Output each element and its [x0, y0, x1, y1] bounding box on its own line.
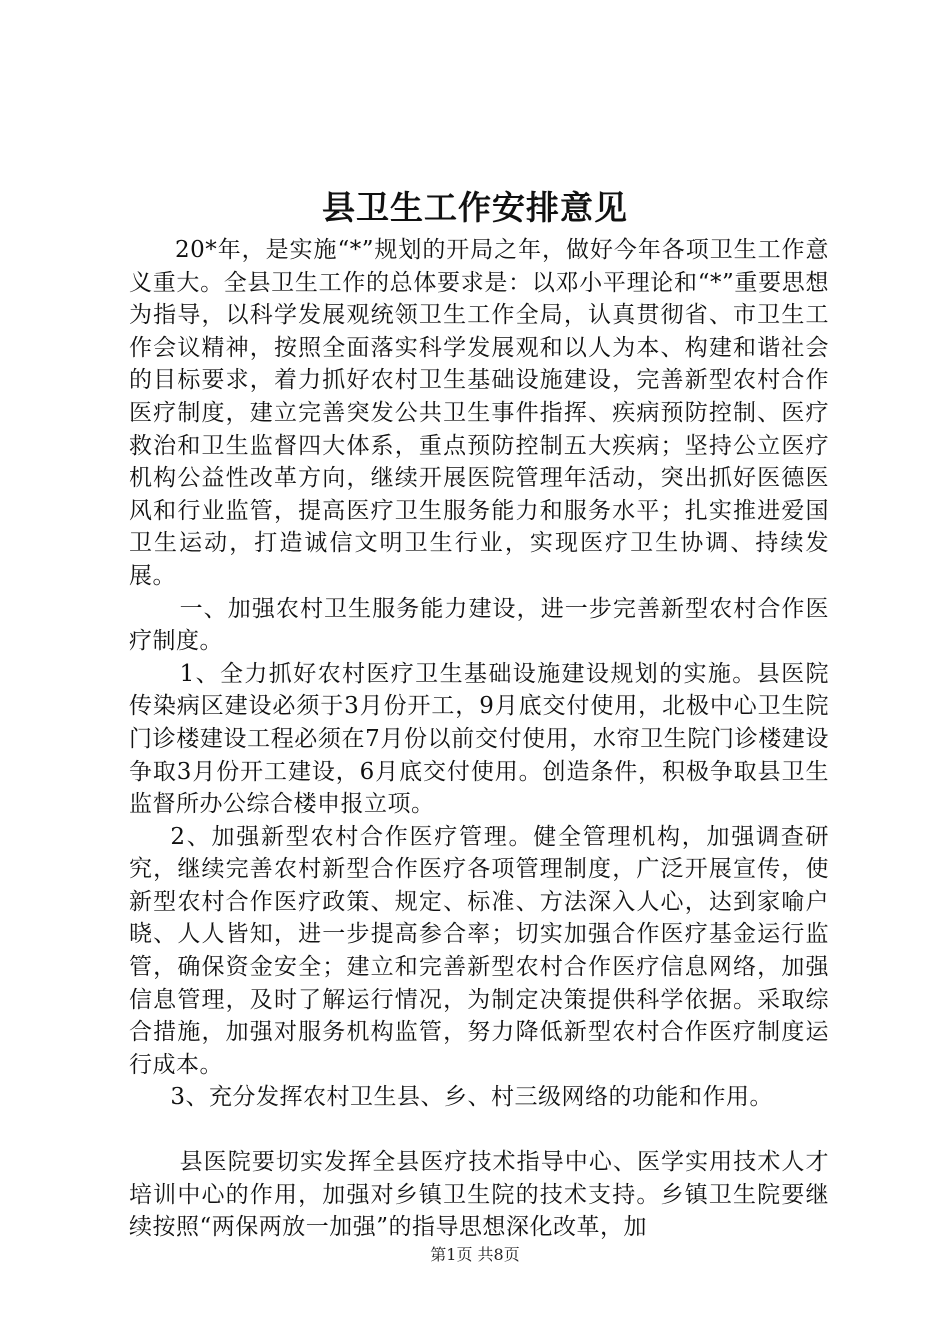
document-title: 县卫生工作安排意见 — [322, 188, 628, 227]
paragraph-item-2: 2、加强新型农村合作医疗管理。健全管理机构，加强调查研究，继续完善农村新型合作医疗各项管理制度，广泛开展宣传，使新型农村合作医疗政策、规定、标准、方法深入人心，达到家喻户晓、人人皆知，进一步提高参合率；切实加强合作医疗基金运行监管，确保资金安全；建立和完善新型农村合作医疗信息网络，加强信息管理，及时了解运行情况，为制定决策提供科学依据。采取综合措施，加强对服务机构监管，努力降低新型农村合作医疗制度运行成本。 — [129, 823, 829, 1078]
paragraph-section-1-heading: 一、加强农村卫生服务能力建设，进一步完善新型农村合作医疗制度。 — [129, 595, 829, 655]
paragraph-item-1: 1、全力抓好农村医疗卫生基础设施建设规划的实施。县医院传染病区建设必须于3月份开工，9月底交付使用，北极中心卫生院门诊楼建设工程必须在7月份以前交付使用，水帘卫生院门诊楼建设争取3月份开工建设，6月底交付使用。创造条件，积极争取县卫生监督所办公综合楼申报立项。 — [129, 660, 829, 818]
paragraph-county-hospital: 县医院要切实发挥全县医疗技术指导中心、医学实用技术人才培训中心的作用，加强对乡镇卫生院的技术支持。乡镇卫生院要继续按照“两保两放一加强”的指导思想深化改革，加 — [129, 1149, 829, 1241]
document-body — [129, 234, 829, 1244]
paragraph-spacer — [129, 1114, 829, 1146]
paragraph-item-3: 3、充分发挥农村卫生县、乡、村三级网络的功能和作用。 — [170, 1084, 774, 1111]
paragraph-intro: 20*年，是实施“*”规划的开局之年，做好今年各项卫生工作意义重大。全县卫生工作的总体要求是：以邓小平理论和“*”重要思想为指导，以科学发展观统领卫生工作全局，认真贯彻省、市卫生工作会议精神，按照全面落实科学发展观和以人为本、构建和谐社会的目标要求，着力抓好农村卫生基础设施建设，完善新型农村合作医疗制度，建立完善突发公共卫生事件指挥、疾病预防控制、医疗救治和卫生监督四大体系，重点预防控制五大疾病；坚持公立医疗机构公益性改革方向，继续开展医院管理年活动，突出抓好医德医风和行业监管，提高医疗卫生服务能力和服务水平；扎实推进爱国卫生运动，打造诚信文明卫生行业，实现医疗卫生协调、持续发展。 — [129, 237, 829, 589]
page-number: 第1页 共8页 — [430, 1245, 520, 1264]
